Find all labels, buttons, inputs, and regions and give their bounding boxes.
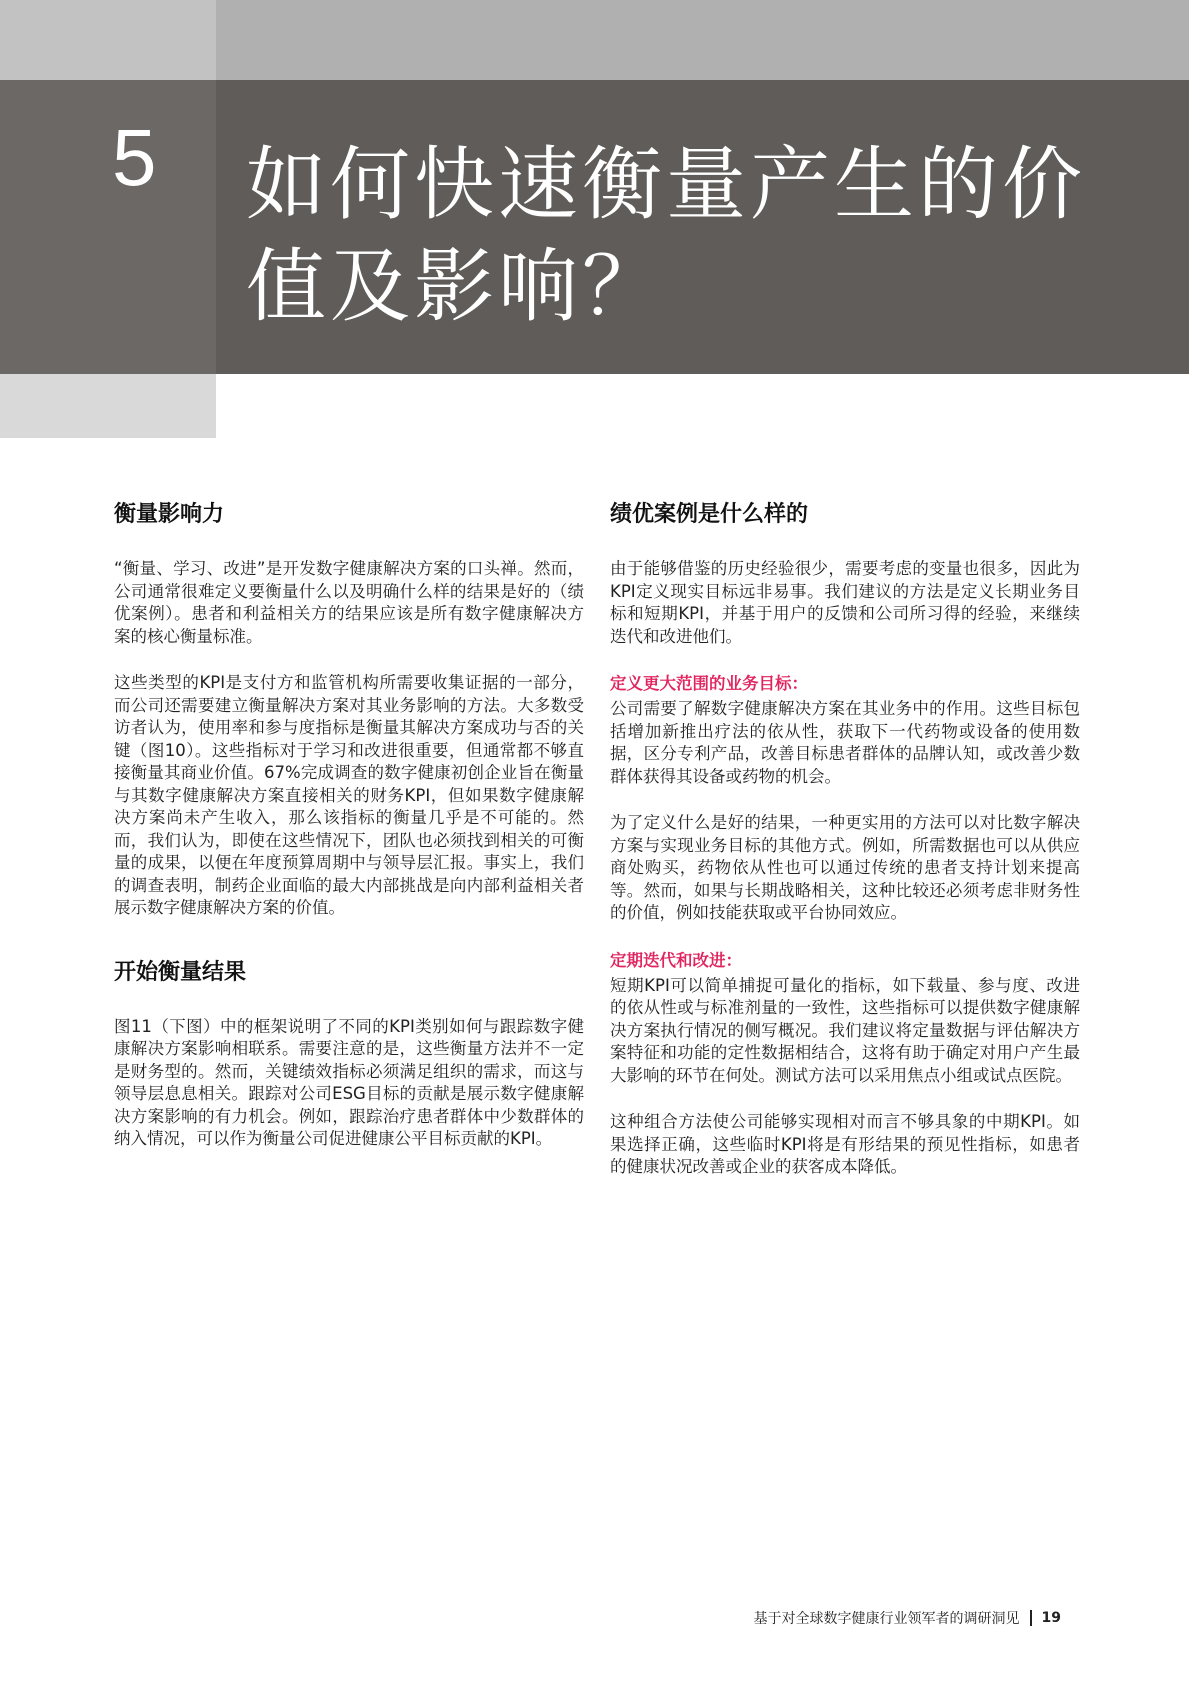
footer-divider <box>1030 1610 1032 1626</box>
report-title: 基于对全球数字健康行业领军者的调研洞见 <box>753 1611 1020 1627</box>
left-column <box>114 500 584 1175</box>
section-heading-start-measuring: 开始衡量结果 <box>114 959 247 985</box>
paragraph: 公司需要了解数字健康解决方案在其业务中的作用。这些目标包括增加新推出疗法的依从性，获取下一代药物或设备的使用数据，区分专利产品，改善目标患者群体的品牌认知，或改善少数群体获得其设备或药物的机会。 <box>610 699 1080 786</box>
header-band-mid <box>216 0 1189 80</box>
paragraph: 这些类型的KPI是支付方和监管机构所需要收集证据的一部分，而公司还需要建立衡量解决方案对其业务影响的方法。大多数受访者认为，使用率和参与度指标是衡量其解决方案成功与否的关键（图10）。这些指标对于学习和改进很重要，但通常都不够直接衡量其商业价值。67%完成调查的数字健康初创企业旨在衡量与其数字健康解决方案直接相关的财务KPI，但如果数字健康解决方案尚未产生收入，那么该指标的衡量几乎是不可能的。然而，我们认为，即使在这些情况下，团队也必须找到相关的可衡量的成果，以便在年度预算周期中与领导层汇报。事实上，我们的调查表明，制药企业面临的最大内部挑战是向内部利益相关者展示数字健康解决方案的价值。 <box>114 673 584 917</box>
page-number: 19 <box>1041 1610 1061 1626</box>
paragraph: “衡量、学习、改进”是开发数字健康解决方案的口头禅。然而，公司通常很难定义要衡量什么以及明确什么样的结果是好的（绩优案例）。患者和利益相关方的结果应该是所有数字健康解决方案的核心衡量标准。 <box>114 559 584 646</box>
paragraph: 这种组合方法使公司能够实现相对而言不够具象的中期KPI。如果选择正确，这些临时KPI将是有形结果的预见性指标，如患者的健康状况改善或企业的获客成本降低。 <box>610 1112 1080 1176</box>
paragraph: 由于能够借鉴的历史经验很少，需要考虑的变量也很多，因此为KPI定义现实目标远非易事。我们建议的方法是定义长期业务目标和短期KPI，并基于用户的反馈和公司所习得的经验，来继续迭代和改进他们。 <box>610 559 1080 646</box>
subheading-iterate: 定期迭代和改进： <box>610 950 742 970</box>
chapter-title: 如何快速衡量产生的价值及影响？ <box>246 138 1086 333</box>
section-heading-measure-impact: 衡量影响力 <box>114 502 225 527</box>
side-band-dark <box>0 80 216 374</box>
section-heading-best-practice: 绩优案例是什么样的 <box>610 502 809 527</box>
header-band-light <box>0 0 1189 80</box>
paragraph: 短期KPI可以简单捕捉可量化的指标，如下载量、参与度、改进的依从性或与标准剂量的一致性，这些指标可以提供数字健康解决方案执行情况的侧写概况。我们建议将定量数据与评估解决方案特征和功能的定性数据相结合，这将有助于确定对用户产生最大影响的环节在何处。测试方法可以采用焦点小组或试点医院。 <box>610 975 1080 1085</box>
chapter-number: 5 <box>112 113 157 202</box>
paragraph: 图11（下图）中的框架说明了不同的KPI类别如何与跟踪数字健康解决方案影响相联系。需要注意的是，这些衡量方法并不一定是财务型的。然而，关键绩效指标必须满足组织的需求，而这与领导层息息相关。跟踪对公司ESG目标的贡献是展示数字健康解决方案影响的有力机会。例如，跟踪治疗患者群体中少数群体的纳入情况，可以作为衡量公司促进健康公平目标贡献的KPI。 <box>114 1016 584 1148</box>
right-column <box>610 500 1080 1203</box>
subheading-business-goals: 定义更大范围的业务目标： <box>610 674 808 693</box>
paragraph: 为了定义什么是好的结果，一种更实用的方法可以对比数字解决方案与实现业务目标的其他方式。例如，所需数据也可以从供应商处购买，药物依从性也可以通过传统的患者支持计划来提高等。然而，如果与长期战略相关，这种比较还必须考虑非财务性的价值，例如技能获取或平台协同效应。 <box>610 813 1080 922</box>
page-footer <box>754 1608 1061 1628</box>
